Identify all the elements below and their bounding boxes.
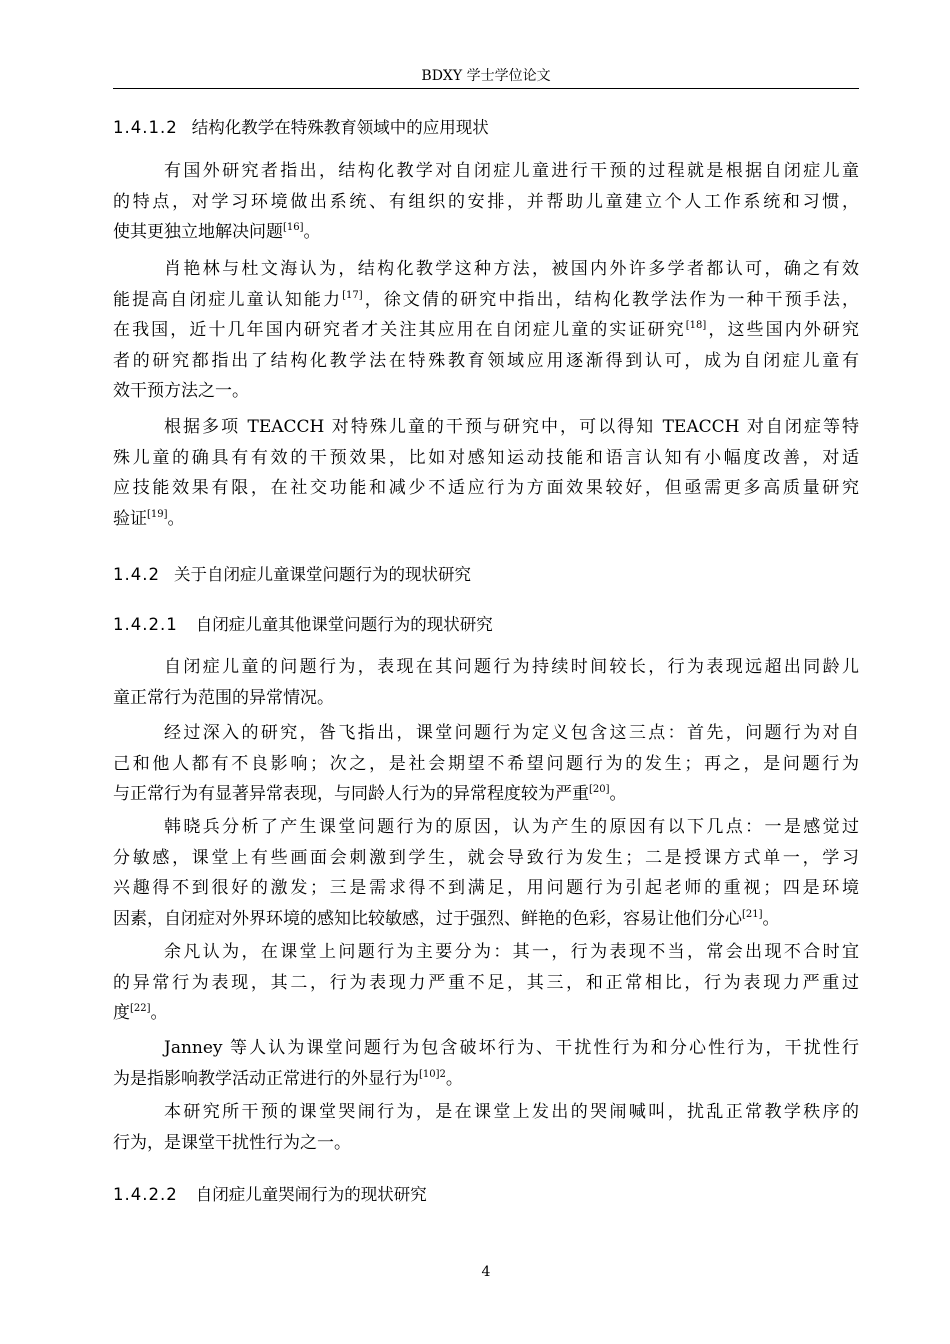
text-line: Janney 等人认为课堂问题行为包含破坏行为、干扰性行为和分心性行为，干扰性行 (164, 1038, 859, 1058)
page-number (113, 1262, 859, 1282)
text-line: 效干预方法之一。 (113, 381, 249, 401)
paragraph-3 (113, 412, 859, 534)
paragraph-6 (113, 812, 859, 934)
paragraph-4 (113, 652, 859, 713)
paragraph-7 (113, 937, 859, 1029)
section-title: 自闭症儿童哭闹行为的现状研究 (195, 1185, 427, 1204)
section-heading-1-4-1-2 (113, 116, 489, 140)
text-line: 的特点，对学习环境做出系统、有组织的安排，并帮助儿童建立个人工作系统和习惯， (113, 191, 859, 212)
section-number: 1.4.2.2 (113, 1185, 178, 1204)
text-line: 兴趣得不到很好的激发；三是需求得不到满足，用问题行为引起老师的重视；四是环境 (113, 878, 859, 898)
text-line: 殊儿童的确具有有效的干预效果，比如对感知运动技能和语言认知有小幅度改善，对适 (113, 447, 859, 468)
text-line: 在我国，近十几年国内研究者才关注其应用在自闭症儿童的实证研究[18]，这些国内外研究 (113, 320, 860, 340)
text-line: 因素，自闭症对外界环境的感知比较敏感，过于强烈、鲜艳的色彩，容易让他们分心[21]。 (113, 908, 780, 929)
page-number-text: 4 (481, 1264, 491, 1280)
paragraph-5 (113, 718, 859, 810)
citation: [22] (130, 1003, 151, 1014)
text-line: 韩晓兵分析了产生课堂问题行为的原因，认为产生的原因有以下几点：一是感觉过 (164, 817, 859, 837)
section-title: 结构化教学在特殊教育领域中的应用现状 (191, 118, 489, 137)
text-line: 己和他人都有不良影响；次之，是社会期望不希望问题行为的发生；再之，是问题行为 (113, 753, 859, 774)
header-title: BDXY 学士学位论文 (421, 68, 551, 84)
section-number: 1.4.1.2 (113, 118, 178, 137)
section-number: 1.4.2.1 (113, 615, 178, 634)
text-line: 度[22]。 (113, 1003, 168, 1023)
citation: [19] (147, 508, 168, 520)
text-line: 根据多项 TEACCH 对特殊儿童的干预与研究中，可以得知 TEACCH 对自闭症等特 (164, 417, 859, 437)
section-heading-1-4-2-1 (113, 613, 493, 637)
text-line: 与正常行为有显著异常表现，与同龄人行为的异常程度较为严重[20]。 (113, 784, 627, 804)
text-line: 行为，是课堂干扰性行为之一。 (113, 1132, 351, 1153)
paragraph-9 (113, 1097, 859, 1158)
section-heading-1-4-2 (113, 563, 471, 587)
text-line: 者的研究都指出了结构化教学法在特殊教育领域应用逐渐得到认可，成为自闭症儿童有 (113, 350, 859, 371)
citation: [21] (742, 908, 763, 920)
paragraph-2 (113, 254, 859, 407)
text-line: 余凡认为，在课堂上问题行为主要分为：其一，行为表现不当，常会出现不合时宜 (164, 942, 859, 962)
paragraph-8 (113, 1033, 859, 1094)
text-line: 能提高自闭症儿童认知能力[17]，徐文倩的研究中指出，结构化教学法作为一种干预手法， (113, 289, 860, 310)
citation: [10]2 (419, 1068, 446, 1080)
text-line: 肖艳林与杜文海认为，结构化教学这种方法，被国内外许多学者都认可，确之有效 (164, 259, 859, 279)
section-title: 关于自闭症儿童课堂问题行为的现状研究 (173, 565, 471, 584)
text-line: 童正常行为范围的异常情况。 (113, 687, 334, 708)
text-line: 验证[19]。 (113, 508, 185, 529)
text-line: 的异常行为表现，其二，行为表现力严重不足，其三，和正常相比，行为表现力严重过 (113, 972, 859, 993)
citation: [18] (685, 320, 707, 331)
paragraph-1 (113, 156, 859, 248)
text-line: 使其更独立地解决问题[16]。 (113, 222, 321, 242)
citation: [17] (342, 289, 363, 301)
text-line: 有国外研究者指出，结构化教学对自闭症儿童进行干预的过程就是根据自闭症儿童 (164, 161, 859, 181)
section-heading-1-4-2-2 (113, 1183, 427, 1207)
text-line: 经过深入的研究，昝飞指出，课堂问题行为定义包含这三点：首先，问题行为对自 (164, 723, 859, 743)
running-header (113, 64, 859, 89)
text-line: 自闭症儿童的问题行为，表现在其问题行为持续时间较长，行为表现远超出同龄儿 (164, 657, 859, 677)
text-line: 为是指影响教学活动正常进行的外显行为$^{[10]2}$。 (113, 1068, 463, 1089)
text-line: 应技能效果有限，在社交功能和减少不适应行为方面效果较好，但亟需更多高质量研究 (113, 478, 859, 498)
section-number: 1.4.2 (113, 565, 160, 584)
section-title: 自闭症儿童其他课堂问题行为的现状研究 (195, 615, 493, 634)
citation: [20] (589, 784, 610, 795)
text-line: 本研究所干预的课堂哭闹行为，是在课堂上发出的哭闹喊叫，扰乱正常教学秩序的 (164, 1102, 859, 1122)
citation: [16] (283, 222, 304, 233)
text-line: 分敏感，课堂上有些画面会刺激到学生，就会导致行为发生；二是授课方式单一，学习 (113, 847, 859, 868)
